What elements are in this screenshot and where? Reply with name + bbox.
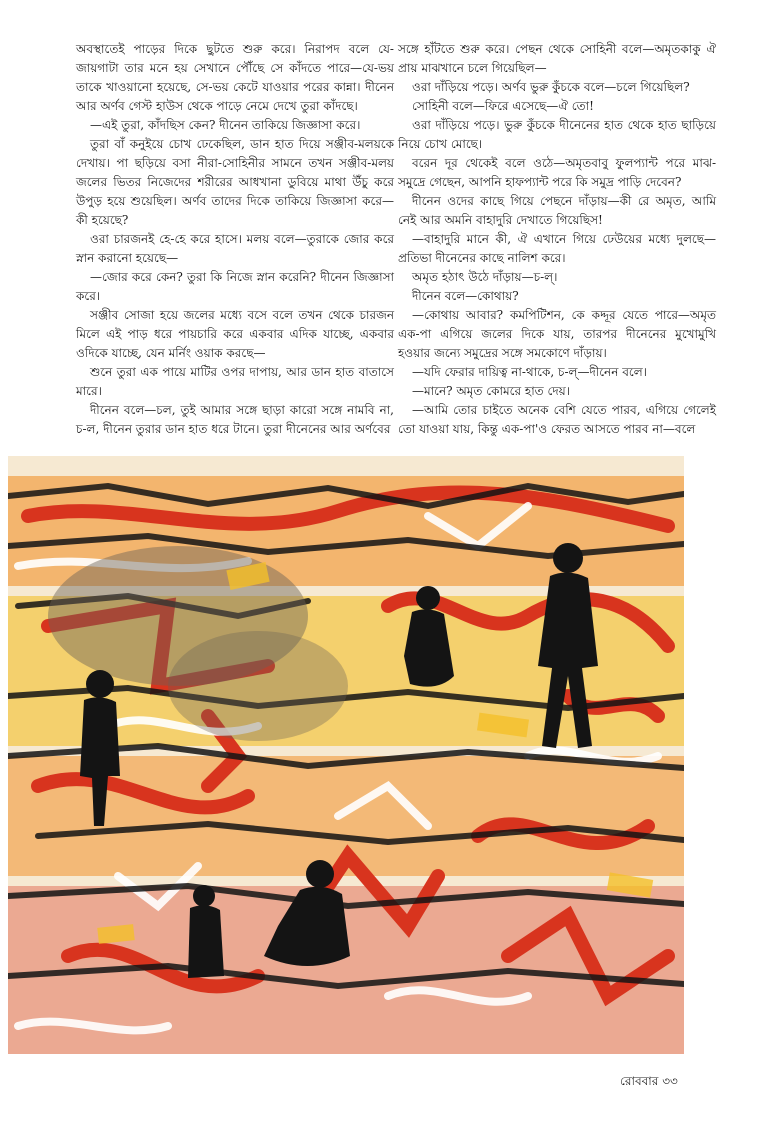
paragraph: —জোর করে কেন? তুরা কি নিজে স্নান করেনি? দীনেন জিজ্ঞাসা করে। [76,270,394,303]
paragraph: —আমি তোর চাইতে অনেক বেশি যেতে পারব, এগিয়ে গেলেই তো যাওয়া যায়, কিন্তু এক-পা'ও ফেরত আসতে পারব না—বলে [398,403,716,436]
illustration [8,456,684,1054]
paragraph: —এই তুরা, কাঁদছিস কেন? দীনেন তাকিয়ে জিজ্ঞাসা করে। [90,118,361,132]
paragraph: ওরা দাঁড়িয়ে পড়ে। অর্ণব ভুরু কুঁচকে বলে—চলে গিয়েছিল? [412,80,690,94]
paragraph: সোহিনী বলে—ফিরে এসেছে—ঐ তো! [412,99,594,113]
paragraph: অমৃত হঠাৎ উঠে দাঁড়ায়—চ-ল্। [412,270,558,284]
paragraph: সঙ্গে হাঁটতে শুরু করে। পেছন থেকে সোহিনী বলে—অমৃতকাকু ঐ প্রায় মাঝখানে চলে গিয়েছিল— [398,42,716,75]
left-text-column [76,40,394,439]
beach-figures-painting [8,456,684,1054]
page-footer-folio: রোববার ৩৩ [620,1074,678,1088]
right-text-column [398,40,716,439]
paragraph: —মানে? অমৃত কোমরে হাত দেয়। [412,384,571,398]
paragraph: দীনেন বলে—চল, তুই আমার সঙ্গে ছাড়া কারো সঙ্গে নামবি না, চ-ল, দীনেন তুরার ডান হাত ধরে টানে। তুরা দীনেনের আর অর্ণবের [76,403,394,436]
paragraph: তুরা বাঁ কনুইয়ে চোখ ঢেকেছিল, ডান হাত দিয়ে সঞ্জীব-মলয়কে দেখায়। পা ছড়িয়ে বসা নীরা-সোহিনীর সামনে তখন সঞ্জীব-মলয় জলের ভিতর নিজেদের শরীরের আধখানা ডুবিয়ে মাথা উঁচু করে উপুড় হয়ে শুয়েছিল। অর্ণব তাদের দিকে তাকিয়ে জিজ্ঞাসা করে—কী হয়েছে? [76,137,394,227]
paragraph: —কোথায় আবার? কমপিটিশন, কে কদ্দূর যেতে পারে—অমৃত এক-পা এগিয়ে জলের দিকে যায়, তারপর দীনেনের মুখোমুখি হওয়ার জন্যে সমুদ্রের সঙ্গে সমকোণে দাঁড়ায়। [398,308,716,360]
paragraph: দীনেন ওদের কাছে গিয়ে পেছনে দাঁড়ায়—কী রে অমৃত, আমি নেই আর অমনি বাহাদুরি দেখাতে গিয়েছিস! [398,194,716,227]
paragraph: ওরা চারজনই হে-হে করে হাসে। মলয় বলে—তুরাকে জোর করে স্নান করানো হয়েছে— [76,232,394,265]
paragraph: শুনে তুরা এক পায়ে মাটির ওপর দাপায়, আর ডান হাত বাতাসে মারে। [76,365,394,398]
paragraph: ওরা দাঁড়িয়ে পড়ে। ভুরু কুঁচকে দীনেনের হাত থেকে হাত ছাড়িয়ে নিয়ে চোখ মোছে। [398,118,716,151]
paragraph: বরেন দূর থেকেই বলে ওঠে—অমৃতবাবু ফুলপ্যান্ট পরে মাঝ-সমুদ্রে গেছেন, আপনি হাফপ্যান্ট পরে কি সমুদ্র পাড়ি দেবেন? [398,156,716,189]
paragraph: —যদি ফেরার দায়িত্ব না-থাকে, চ-ল্—দীনেন বলে। [412,365,647,379]
paragraph: সঞ্জীব সোজা হয়ে জলের মধ্যে বসে বলে তখন থেকে চারজন মিলে এই পাড় ধরে পায়চারি করে একবার এদিক যাচ্ছে, একবার ওদিকে যাচ্ছে, যেন মর্নিং ওয়াক করছে— [76,308,394,360]
paragraph: —বাহাদুরি মানে কী, ঐ এখানে গিয়ে ঢেউয়ের মধ্যে দুলছে—প্রতিভা দীনেনের কাছে নালিশ করে। [398,232,716,265]
paragraph: দীনেন বলে—কোথায়? [412,289,519,303]
paragraph: অবস্থাতেই পাড়ের দিকে ছুটতে শুরু করে। নিরাপদ বলে যে-জায়গাটা তার মনে হয় সেখানে পৌঁছে সে কাঁদতে পারে—যে-ভয় তাকে খাওয়ানো হয়েছে, সে-ভয় কেটে যাওয়ার পরের কান্না। দীনেন আর অর্ণব গেস্ট হাউস থেকে পাড়ে নেমে দেখে তুরা কাঁদছে। [76,42,394,113]
